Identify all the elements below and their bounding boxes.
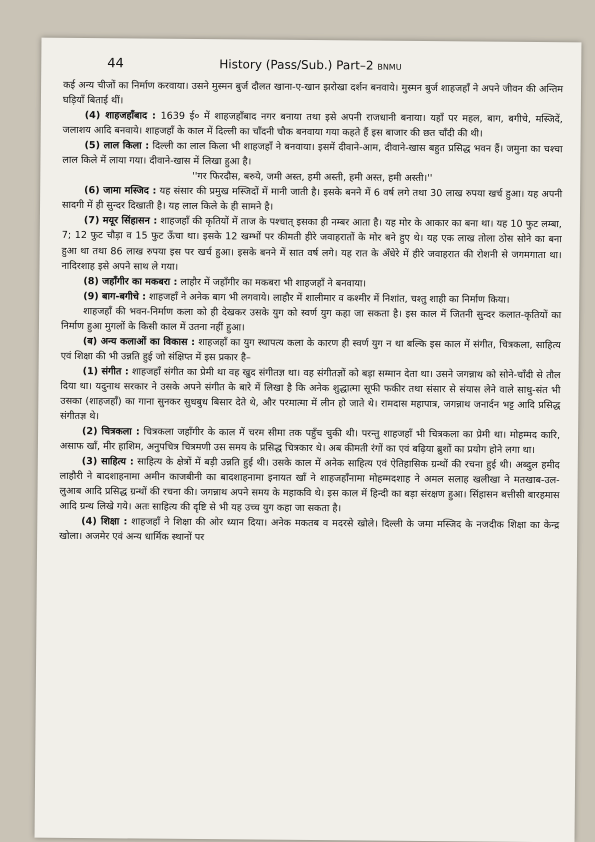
book-page: [35, 38, 582, 842]
paragraph-heading: (8) जहाँगीर का मकबरा :: [83, 275, 178, 288]
paragraph-text: शाहजहाँ की भवन-निर्माण कला को ही देखकर उसके युग को स्वर्ण युग कहा जा सकता है। इस काल में जितनी सुन्दर कलात-कृतियों का निर्माण हुआ मुगलों के किसी काल में उतना नहीं हुआ।: [60, 305, 562, 334]
paragraph-heading: (ब) अन्य कलाओं का विकास :: [82, 335, 196, 348]
paragraph-heading: (7) मयूर सिंहासन :: [83, 215, 158, 228]
page-body: [59, 78, 563, 549]
paragraph-other-arts: [61, 334, 561, 368]
quotation-text: ''गर फिरदौस, बरुये, जमी अस्त, हमी अस्ती, हमी अस्त, हमी अस्ती।'': [192, 171, 433, 185]
paragraph-music: [60, 364, 561, 429]
paragraph-text: शाहजहाँ ने अनेक बाग भी लगवाये। लाहौर में शालीमार व कश्मीर में निशांत, चश्तु शाही का निर्माण किया।: [145, 291, 510, 306]
paragraph-education: [59, 514, 559, 548]
paragraph-heading: (6) जामा मस्जिद :: [84, 185, 157, 197]
running-head-title: History (Pass/Sub.) Part–2: [219, 57, 374, 73]
paragraph-jama-masjid: [62, 183, 562, 217]
paragraph-text: 1639 ई० में शाहजहाँबाद नगर बनाया तथा इसे अपनी राजधानी बनाया। यहाँ पर महल, बाग, बगीचे, मस्जिदें, जलाशय आदि बनवाये। शाहजहाँ के काल में दिल्ली का चाँदनी चौक बनवाया गया कहते हैं इस बाजार की छत चाँदी की थी।: [62, 110, 563, 140]
paragraph-text: चित्रकला जहाँगीर के काल में चरम सीमा तक पहुँच चुकी थी। परन्तु शाहजहाँ भी चित्रकला का प्रेमी था। मोहम्मद कारि, असाफ खाँ, मीर हाशिम, अनुपचित्र चित्रमणी उस समय के प्रसिद्ध चित्रकार थे। अब कीमती रंगों का एवं बढ़िया ब्रुशों का प्रयोग होने लगा था।: [59, 426, 561, 457]
running-head-university: BNMU: [377, 62, 402, 72]
paragraph-shahjahanabad: [63, 108, 563, 142]
paragraph-painting: [60, 424, 560, 458]
paragraph-text: शाहजहाँ ने शिक्षा की ओर ध्यान दिया। अनेक मकतब व मदरसे खोले। दिल्ली के जमा मस्जिद के नजदीक शिक्षा का केन्द्र खोला। अजमेर एवं अन्य धार्मिक स्थानों पर: [59, 516, 560, 544]
paragraph-heading: (3) साहित्य :: [81, 456, 134, 468]
paragraph-continuation: [63, 78, 563, 112]
paragraph-golden-age: [61, 304, 561, 338]
paragraph-heading: (4) शाहजहाँबाद :: [84, 110, 156, 122]
paragraph-text: यह संसार की प्रमुख मस्जिदों में मानी जाती है। इसके बनने में 6 वर्ष लगे तथा 30 लाख रुपया खर्च हुआ। यह अपनी सादगी में ही सुन्दर दिखाती है। यह लाल किले के ही सामने है।: [61, 185, 563, 214]
paragraph-heading: (5) लाल किला :: [84, 140, 150, 152]
paragraph-peacock-throne: [61, 213, 562, 278]
paragraph-text: लाहौर में जहाँगीर का मकबरा भी शाहजहाँ ने बनवाया।: [177, 276, 367, 290]
paragraph-literature: [59, 454, 560, 519]
paragraph-heading: (4) शिक्षा :: [81, 516, 128, 528]
paragraph-red-fort: [62, 138, 562, 172]
paragraph-text: शाहजहाँ की कृतियों में ताज के पश्चात् इसका ही नम्बर आता है। यह मोर के आकार का बना था। यह 10 फुट लम्बा, 7; 12 फुट चौड़ा व 15 फुट ऊँचा था। इसके 12 खम्भों पर कीमती हीरे जवाहरातों के मोर बने हुए थे। यह एक लाख तोला ठोस सोने का बना हुआ था तथा 86 लाख रुपया इस पर खर्च हुआ। इसके बनने में सात वर्ष लगे। यह रात के अँधेरे में हीरे जवाहरात की रोशनी से जगमगाता था। नादिरशाह इसे अपने साथ ले गया।: [61, 216, 562, 273]
paragraph-text: साहित्य के क्षेत्रों में बड़ी उन्नति हुई थी। उसके काल में अनेक साहित्य एवं ऐतिहासिक ग्रन्थों की रचना हुई थी। अब्दुल हमीद लाहौरी ने बादशाहनामा अमीन काजबीनी का बादशाहनामा इनायत खाँ ने शाहजहाँनामा मोहम्मदशाह ने अमल सलाह खलीखा ने मतखाब-उल-लुआब आदि प्रसिद्ध ग्रन्थों की रचना की। जगन्नाथ अपने समय के महाकवि थे। इस काल में हिन्दी का बड़ा संरक्षण हुआ। सिंहासन बत्तीसी बारहमास आदि ग्रन्थ लिखे गये। अतः साहित्य की दृष्टि से भी यह उच्च युग कहा जा सकता है।: [59, 456, 560, 515]
paragraph-text: दिल्ली का लाल किला भी शाहजहाँ ने बनवाया। इसमें दीवाने-आम, दीवाने-खास बहुत प्रसिद्ध भवन हैं। जमुना का चश्चा लाल किले में लाया गया। दीवाने-खास में लिखा हुआ है।: [62, 140, 563, 168]
paragraph-text: शाहजहाँ का युग स्थापत्य कला के कारण ही स्वर्ण युग न था बल्कि इस काल में संगीत, चित्रकला, साहित्य एवं शिक्षा की भी उन्नति हुई जो संक्षिप्त में इस प्रकार है–: [60, 336, 561, 364]
paragraph-text: शाहजहाँ संगीत का प्रेमी था वह खुद संगीतज्ञ था। वह संगीतज्ञों को बड़ा सम्मान देता था। उसने जगन्नाथ को सोने-चाँदी से तौल दिया था। यदुनाथ सरकार ने उसके अपने संगीत के बारे में लिखा है कि अनेक शुद्धात्मा सूफी फकीर तथा संसार से संयास लेने वाले साधु-संत भी उसका (शाहजहाँ) का गाना सुनकर सुधबुध बिसार देते थे, और परमात्मा में लीन हो जाते थे। रामदास महापात्र, जगन्नाथ जनार्दन भट्ट आदि प्रसिद्ध संगीतज्ञ थे।: [60, 366, 561, 423]
paragraph-heading: (9) बाग-बगीचे :: [83, 290, 147, 303]
paragraph-heading: (2) चित्रकला :: [82, 426, 140, 438]
paragraph-text: कई अन्य चीजों का निर्माण करवाया। उसने मुस्मन बुर्ज दौलत खाना-ए-खान झरोखा दर्शन बनवाये। मुस्मन बुर्ज शाहजहाँ ने अपने जीवन की अन्तिम घड़ियाँ बिताई थीं।: [62, 79, 564, 107]
page-number: 44: [107, 56, 124, 72]
page-header: [41, 56, 581, 79]
running-head: [219, 57, 401, 73]
paragraph-heading: (1) संगीत :: [82, 365, 129, 378]
